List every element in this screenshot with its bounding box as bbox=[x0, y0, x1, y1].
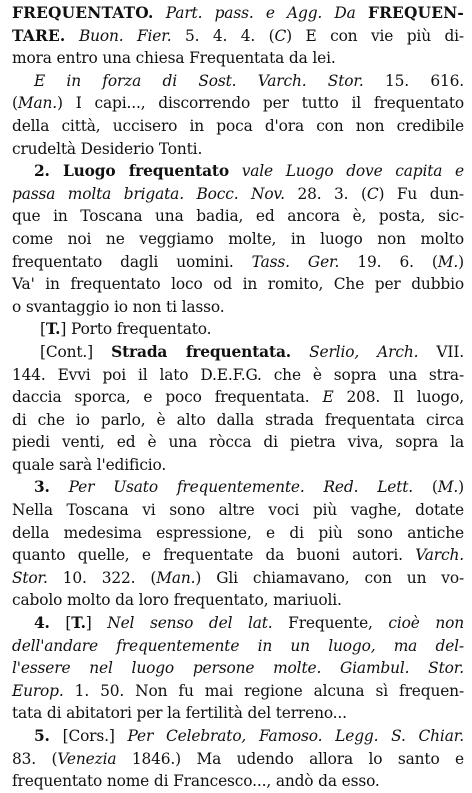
entry-line-16: [Cont.] Strada frequentata. Serlio, Arch. VII. bbox=[40, 342, 464, 361]
entry-line-17: 144. Evvi poi il lato D.E.F.G. che è sopra una stra- bbox=[12, 365, 464, 384]
entry-line-13: Va' in frequentato loco od in romito, Che per dubbio bbox=[12, 275, 464, 294]
entry-line-18: daccia sporca, e poco frequentata. E 208. Il luogo, bbox=[12, 388, 465, 407]
entry-line-14: o svantaggio io non ti lasso. bbox=[12, 297, 225, 316]
entry-line-28: 4. [T.] Nel senso del lat. Frequente, cioè non bbox=[34, 614, 464, 633]
entry-line-9: passa molta brigata. Bocc. Nov. 28. 3. (C) Fu dun- bbox=[12, 184, 464, 203]
entry-line-26: Stor. 10. 322. (Man.) Gli chiamavano, con un vo- bbox=[12, 568, 465, 587]
entry-line-2: TARE. Buon. Fier. 5. 4. 4. (C) E con vie più di- bbox=[12, 26, 464, 45]
entry-line-24: della medesima espressione, e di più sono antiche bbox=[12, 523, 464, 542]
entry-line-23: Nella Toscana vi sono altre voci più vaghe, dotate bbox=[12, 501, 464, 520]
entry-line-6: della città, uccisero in poca d'ora con non credibile bbox=[12, 116, 464, 135]
entry-line-15: [T.] Porto frequentato. bbox=[40, 320, 212, 339]
entry-line-7: crudeltà Desiderio Tonti. bbox=[12, 139, 203, 158]
entry-line-20: piedi venti, ed è una ròcca di pietra viva, sopra la bbox=[12, 433, 464, 452]
entry-line-8: 2. Luogo frequentato vale Luogo dove capita e bbox=[34, 162, 464, 181]
entry-line-12: frequentato dagli uomini. Tass. Ger. 19. 6. (M.) bbox=[12, 252, 464, 271]
entry-line-4: E in forza di Sost. Varch. Stor. 15. 616. bbox=[34, 71, 464, 90]
entry-line-29: dell'andare frequentemente in un luogo, ma del- bbox=[12, 636, 464, 655]
entry-line-34: 83. (Venezia 1846.) Ma udendo allora lo santo e bbox=[12, 749, 465, 768]
entry-line-10: que in Toscana una badia, ed ancora è, posta, sic- bbox=[12, 207, 464, 226]
entry-line-31: Europ. 1. 50. Non fu mai regione alcuna sì frequen- bbox=[12, 681, 464, 700]
entry-line-1: FREQUENTATO. Part. pass. e Agg. Da FREQUEN- bbox=[12, 4, 465, 22]
entry-line-3: mora entro una chiesa Frequentata da lei. bbox=[12, 49, 336, 68]
entry-line-22: 3. Per Usato frequentemente. Red. Lett. (M.) bbox=[34, 478, 464, 497]
entry-line-30: l'essere nel luogo persone molte. Giambul. Stor. bbox=[12, 659, 464, 678]
entry-line-33: 5. [Cors.] Per Celebrato, Famoso. Legg. S. Chiar. bbox=[34, 727, 464, 745]
entry-line-35: frequentato nome di Francesco..., andò da esso. bbox=[12, 772, 380, 791]
headword: FREQUENTATO. bbox=[12, 4, 154, 22]
entry-line-5: (Man.) I capi..., discorrendo per tutto il frequentato bbox=[12, 94, 464, 113]
entry-line-25: quanto quelle, e frequentate da buoni autori. Varch. bbox=[12, 546, 464, 565]
entry-line-27: cabolo molto da loro frequentato, mariuoli. bbox=[12, 591, 342, 610]
entry-line-19: di che io parlo, è alto dalla strada frequentata circa bbox=[12, 410, 464, 429]
entry-line-32: tata di abitatori per la fertilità del terreno... bbox=[12, 704, 347, 723]
entry-line-21: quale sarà l'edificio. bbox=[12, 455, 167, 474]
entry-line-11: come noi ne veggiamo molte, in luogo non molto bbox=[12, 229, 464, 248]
